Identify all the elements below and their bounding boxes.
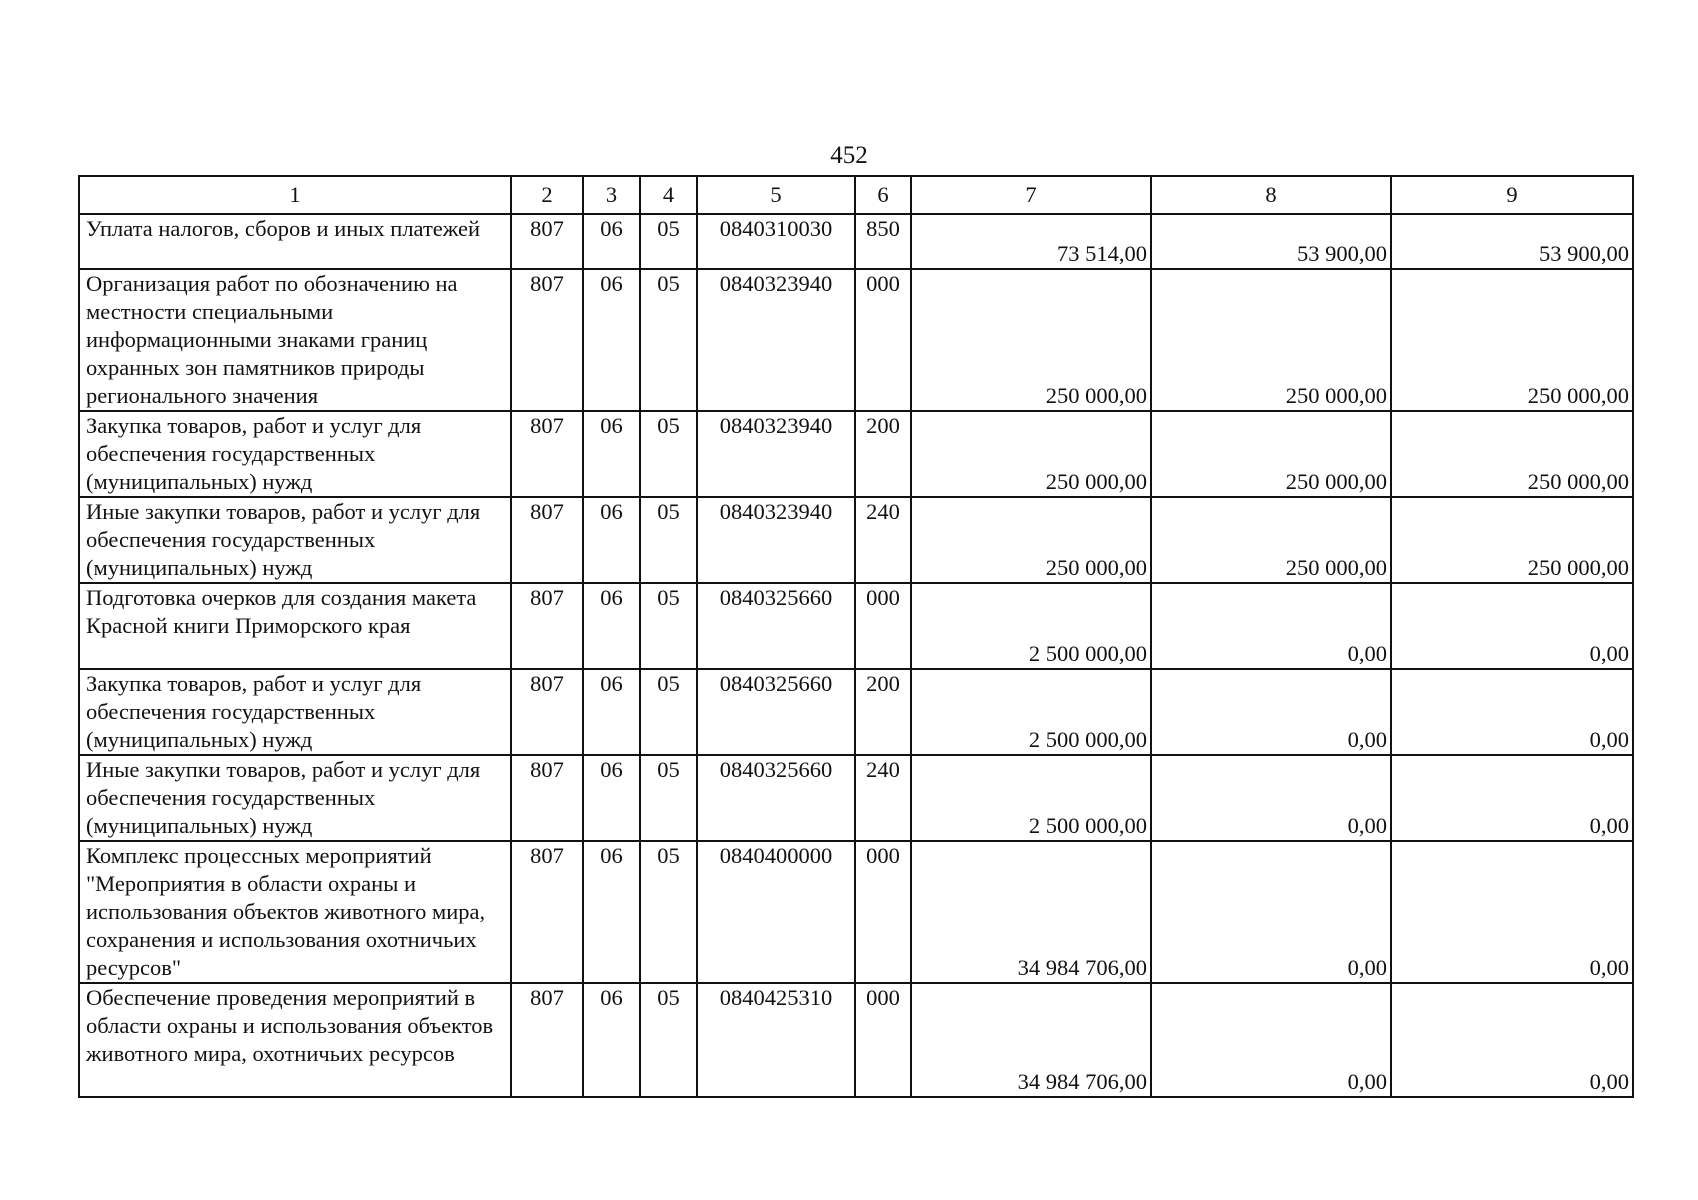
column-header-8: 8 (1151, 176, 1391, 214)
row-code-4: 05 (640, 583, 697, 669)
row-code-4: 05 (640, 983, 697, 1097)
column-header-9: 9 (1391, 176, 1633, 214)
row-code-3: 06 (583, 841, 640, 983)
row-code-5: 0840325660 (697, 669, 855, 755)
column-header-6: 6 (855, 176, 911, 214)
row-amount-8: 250 000,00 (1151, 497, 1391, 583)
row-name: Закупка товаров, работ и услуг для обеспечения государственных (муниципальных) нужд (79, 669, 511, 755)
table-row (79, 497, 1633, 583)
page-number: 452 (830, 142, 868, 169)
row-code-5: 0840400000 (697, 841, 855, 983)
column-header-1: 1 (79, 176, 511, 214)
row-amount-9: 0,00 (1391, 841, 1633, 983)
row-name: Уплата налогов, сборов и иных платежей (79, 214, 511, 269)
table-row (79, 983, 1633, 1097)
row-name: Иные закупки товаров, работ и услуг для обеспечения государственных (муниципальных) нужд (79, 497, 511, 583)
column-header-4: 4 (640, 176, 697, 214)
row-code-6: 200 (855, 411, 911, 497)
row-code-5: 0840323940 (697, 269, 855, 411)
row-code-6: 240 (855, 497, 911, 583)
row-code-6: 240 (855, 755, 911, 841)
row-code-6: 850 (855, 214, 911, 269)
row-code-2: 807 (511, 841, 583, 983)
row-amount-7: 250 000,00 (911, 269, 1151, 411)
row-name: Иные закупки товаров, работ и услуг для обеспечения государственных (муниципальных) нужд (79, 755, 511, 841)
table-row (79, 214, 1633, 269)
row-code-6: 000 (855, 983, 911, 1097)
row-code-4: 05 (640, 269, 697, 411)
row-amount-7: 34 984 706,00 (911, 983, 1151, 1097)
row-name: Закупка товаров, работ и услуг для обеспечения государственных (муниципальных) нужд (79, 411, 511, 497)
row-amount-7: 250 000,00 (911, 497, 1151, 583)
row-amount-7: 2 500 000,00 (911, 755, 1151, 841)
row-amount-8: 250 000,00 (1151, 411, 1391, 497)
column-header-7: 7 (911, 176, 1151, 214)
row-code-4: 05 (640, 755, 697, 841)
table-row (79, 411, 1633, 497)
budget-table (78, 175, 1634, 1098)
table-row (79, 583, 1633, 669)
row-amount-8: 250 000,00 (1151, 269, 1391, 411)
column-header-5: 5 (697, 176, 855, 214)
table-row (79, 841, 1633, 983)
table-row (79, 269, 1633, 411)
header-row (79, 176, 1633, 214)
row-code-2: 807 (511, 755, 583, 841)
row-amount-9: 53 900,00 (1391, 214, 1633, 269)
row-code-3: 06 (583, 669, 640, 755)
row-amount-9: 0,00 (1391, 755, 1633, 841)
row-code-2: 807 (511, 983, 583, 1097)
table-body (79, 214, 1633, 1097)
row-name: Обеспечение проведения мероприятий в области охраны и использования объектов животного мира, охотничьих ресурсов (79, 983, 511, 1097)
row-amount-7: 34 984 706,00 (911, 841, 1151, 983)
row-code-3: 06 (583, 983, 640, 1097)
row-code-6: 000 (855, 269, 911, 411)
row-code-2: 807 (511, 497, 583, 583)
column-header-3: 3 (583, 176, 640, 214)
row-code-2: 807 (511, 583, 583, 669)
row-code-4: 05 (640, 411, 697, 497)
row-amount-8: 0,00 (1151, 841, 1391, 983)
row-code-3: 06 (583, 583, 640, 669)
row-code-3: 06 (583, 497, 640, 583)
row-code-5: 0840325660 (697, 583, 855, 669)
row-code-5: 0840310030 (697, 214, 855, 269)
row-amount-7: 2 500 000,00 (911, 669, 1151, 755)
table-header (79, 176, 1633, 214)
row-amount-7: 2 500 000,00 (911, 583, 1151, 669)
row-code-3: 06 (583, 411, 640, 497)
row-code-4: 05 (640, 841, 697, 983)
row-code-3: 06 (583, 269, 640, 411)
row-code-2: 807 (511, 269, 583, 411)
row-name: Комплекс процессных мероприятий "Мероприятия в области охраны и использования объектов животного мира, сохранения и использования охотничьих ресурсов" (79, 841, 511, 983)
row-code-5: 0840323940 (697, 411, 855, 497)
row-amount-9: 250 000,00 (1391, 411, 1633, 497)
row-name: Подготовка очерков для создания макета Красной книги Приморского края (79, 583, 511, 669)
row-amount-8: 53 900,00 (1151, 214, 1391, 269)
row-amount-7: 73 514,00 (911, 214, 1151, 269)
table-row (79, 669, 1633, 755)
row-amount-9: 0,00 (1391, 669, 1633, 755)
row-code-2: 807 (511, 411, 583, 497)
row-amount-9: 0,00 (1391, 983, 1633, 1097)
row-code-5: 0840325660 (697, 755, 855, 841)
row-amount-9: 250 000,00 (1391, 497, 1633, 583)
row-code-3: 06 (583, 755, 640, 841)
row-code-5: 0840323940 (697, 497, 855, 583)
row-code-2: 807 (511, 669, 583, 755)
column-header-2: 2 (511, 176, 583, 214)
row-code-4: 05 (640, 497, 697, 583)
row-amount-8: 0,00 (1151, 669, 1391, 755)
row-amount-7: 250 000,00 (911, 411, 1151, 497)
row-code-5: 0840425310 (697, 983, 855, 1097)
row-code-2: 807 (511, 214, 583, 269)
row-code-6: 200 (855, 669, 911, 755)
row-code-3: 06 (583, 214, 640, 269)
row-amount-8: 0,00 (1151, 583, 1391, 669)
row-name: Организация работ по обозначению на местности специальными информационными знаками границ охранных зон памятников природы регионального значения (79, 269, 511, 411)
row-code-6: 000 (855, 841, 911, 983)
row-amount-8: 0,00 (1151, 755, 1391, 841)
row-code-4: 05 (640, 669, 697, 755)
row-code-6: 000 (855, 583, 911, 669)
row-code-4: 05 (640, 214, 697, 269)
row-amount-8: 0,00 (1151, 983, 1391, 1097)
row-amount-9: 250 000,00 (1391, 269, 1633, 411)
table-row (79, 755, 1633, 841)
row-amount-9: 0,00 (1391, 583, 1633, 669)
